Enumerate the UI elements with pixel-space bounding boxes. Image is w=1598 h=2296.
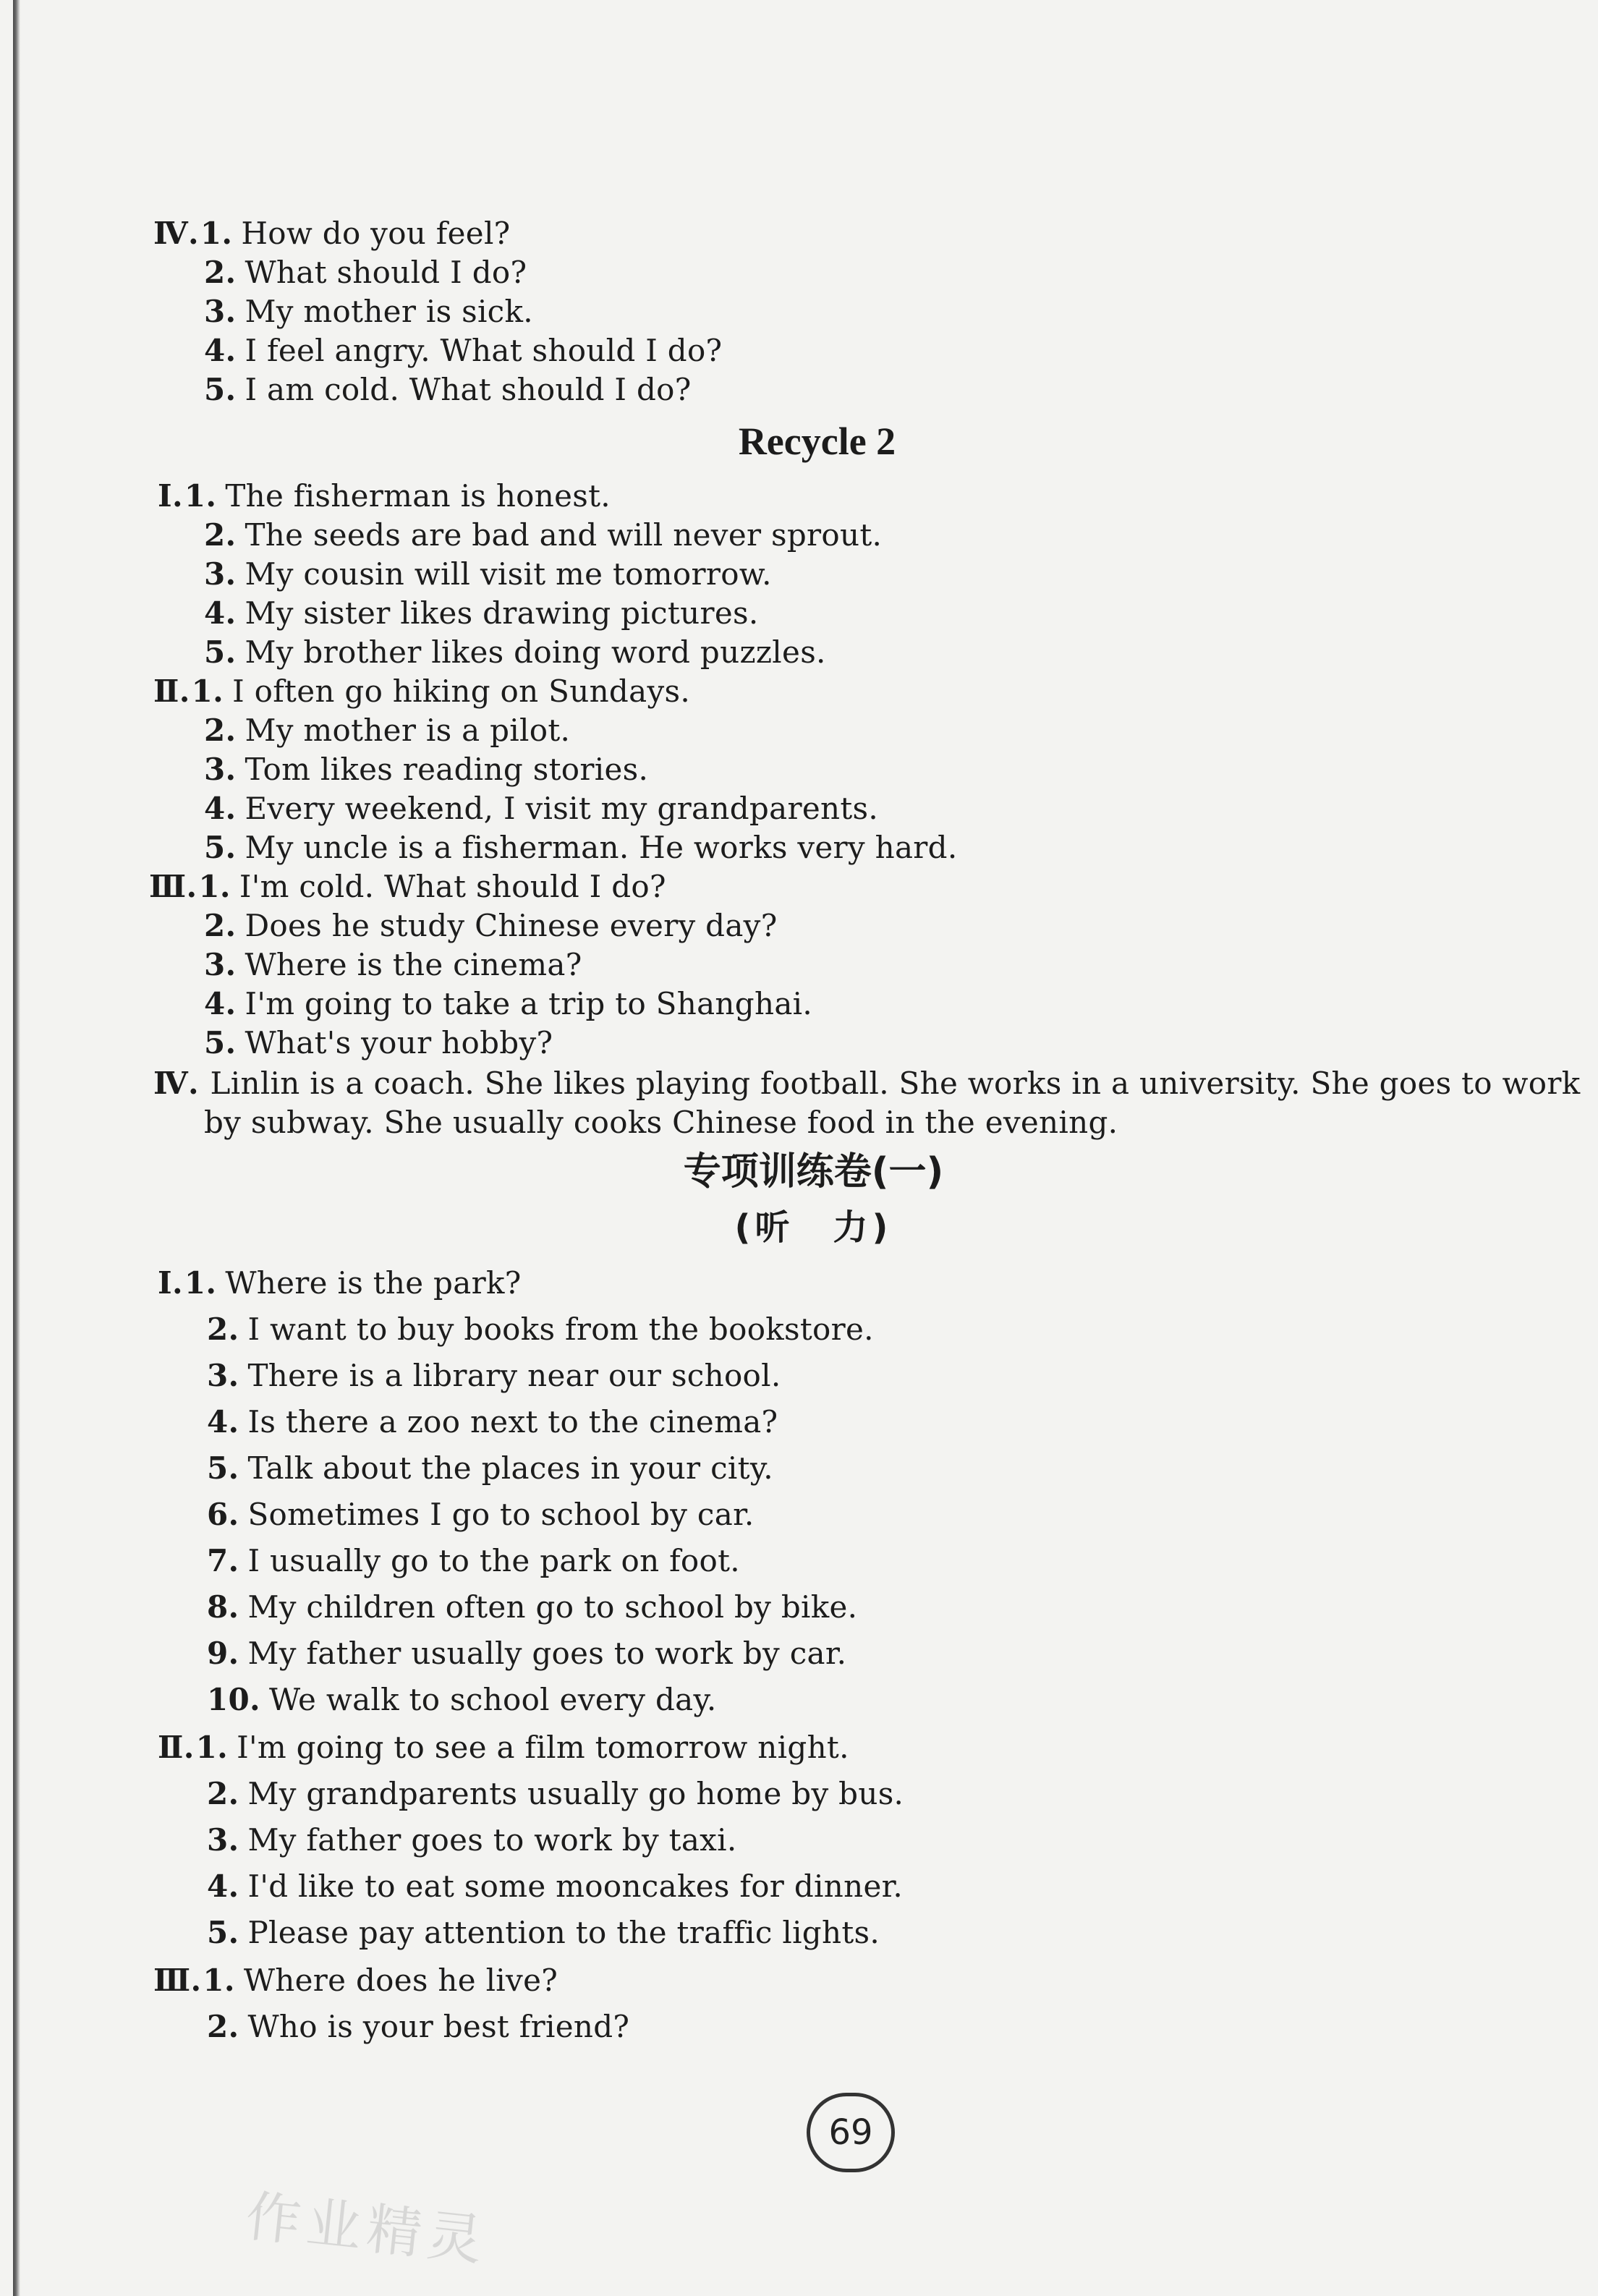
- list-item: [204, 906, 778, 945]
- item-text: Sometimes I go to school by car.: [247, 1497, 755, 1532]
- item-number: 4.: [204, 333, 237, 368]
- section-marker: Ⅲ.: [153, 1963, 202, 1998]
- item-number: 5.: [204, 372, 237, 407]
- item-number: 2.: [207, 1776, 239, 1811]
- paragraph-text: by subway. She usually cooks Chinese food in the evening.: [204, 1105, 1118, 1140]
- item-text: We walk to school every day.: [268, 1682, 717, 1717]
- item-number: 5.: [204, 830, 237, 865]
- list-item: [204, 555, 772, 594]
- section-marker: Ⅰ.: [158, 478, 183, 514]
- list-item: [158, 1728, 849, 1767]
- item-number: 2.: [204, 908, 237, 943]
- item-text: Tom likes reading stories.: [245, 752, 649, 787]
- list-item: [207, 1774, 904, 1814]
- item-number: 3.: [207, 1358, 239, 1393]
- list-item: [207, 1913, 880, 1952]
- item-text: My children often go to school by bike.: [247, 1589, 858, 1625]
- list-item: [207, 1449, 773, 1488]
- item-number: 3.: [204, 294, 237, 329]
- item-text: I want to buy books from the bookstore.: [247, 1311, 874, 1347]
- item-number: 3.: [204, 556, 237, 592]
- list-item: [158, 477, 611, 516]
- item-number: 5.: [207, 1450, 239, 1486]
- item-text: My mother is a pilot.: [245, 713, 571, 748]
- list-item: [204, 292, 533, 331]
- item-text: My father goes to work by taxi.: [247, 1822, 737, 1858]
- list-item: [204, 789, 878, 828]
- item-number: 9.: [207, 1636, 239, 1671]
- watermark: 作业精灵: [242, 2183, 492, 2274]
- list-item: [207, 1588, 857, 1627]
- list-item: [204, 516, 882, 555]
- section-marker: Ⅲ.: [149, 869, 197, 904]
- item-number: 1.: [200, 216, 233, 251]
- item-text: My cousin will visit me tomorrow.: [245, 556, 772, 592]
- section-marker: Ⅱ.: [158, 1730, 195, 1765]
- item-text: I'd like to eat some mooncakes for dinner.: [247, 1868, 904, 1904]
- item-number: 6.: [207, 1497, 239, 1532]
- item-text: My uncle is a fisherman. He works very hard.: [245, 830, 958, 865]
- item-text: Talk about the places in your city.: [247, 1450, 773, 1486]
- section-marker: Ⅰ.: [158, 1265, 183, 1301]
- item-text: There is a library near our school.: [247, 1358, 781, 1393]
- list-item: [204, 633, 826, 672]
- list-item: [207, 1310, 874, 1349]
- item-number: 1.: [191, 673, 224, 709]
- list-item: [153, 214, 511, 253]
- list-item: [204, 331, 722, 370]
- item-number: 5.: [204, 1025, 237, 1060]
- list-item: [204, 711, 570, 750]
- item-text: My father usually goes to work by car.: [247, 1636, 847, 1671]
- list-item: [153, 1961, 558, 2000]
- list-item: [207, 1403, 778, 1442]
- item-number: 3.: [207, 1822, 239, 1858]
- item-text: Where is the cinema?: [245, 947, 582, 982]
- item-text: My grandparents usually go home by bus.: [247, 1776, 904, 1811]
- section-subheading: (听 力): [734, 1207, 893, 1248]
- list-item: [204, 828, 958, 867]
- item-number: 4.: [207, 1404, 239, 1440]
- item-text: Where does he live?: [243, 1963, 558, 1998]
- list-item: [207, 1542, 740, 1581]
- paragraph-text: Linlin is a coach. She likes playing football. She works in a university. She goes to work: [210, 1066, 1581, 1101]
- item-number: 3.: [204, 752, 237, 787]
- item-number: 1.: [198, 869, 231, 904]
- item-number: 4.: [204, 986, 237, 1021]
- list-item: [204, 1024, 553, 1063]
- item-text: What should I do?: [245, 255, 527, 290]
- item-number: 2.: [207, 1311, 239, 1347]
- section-marker: Ⅱ.: [153, 673, 190, 709]
- item-text: I'm going to take a trip to Shanghai.: [245, 986, 813, 1021]
- item-number: 2.: [204, 517, 237, 553]
- item-number: 5.: [207, 1915, 239, 1950]
- list-item: [204, 985, 812, 1024]
- list-item: [207, 1356, 781, 1395]
- list-item: [207, 1680, 717, 1719]
- paragraph-line: [204, 1103, 1118, 1142]
- section-heading-recycle: Recycle 2: [738, 420, 896, 463]
- item-text: I usually go to the park on foot.: [247, 1543, 740, 1578]
- item-text: Does he study Chinese every day?: [245, 908, 778, 943]
- item-number: 10.: [207, 1682, 260, 1717]
- item-text: Is there a zoo next to the cinema?: [247, 1404, 778, 1440]
- list-item: [204, 253, 527, 292]
- item-number: 2.: [204, 713, 237, 748]
- item-number: 1.: [184, 1265, 217, 1301]
- item-text: I feel angry. What should I do?: [245, 333, 723, 368]
- list-item: [153, 672, 690, 711]
- list-item: [207, 1495, 755, 1534]
- item-number: 1.: [195, 1730, 229, 1765]
- item-number: 2.: [207, 2009, 239, 2044]
- item-text: My mother is sick.: [245, 294, 533, 329]
- list-item: [149, 867, 666, 906]
- item-text: The seeds are bad and will never sprout.: [245, 517, 883, 553]
- list-item: [158, 1264, 522, 1303]
- item-number: 5.: [204, 634, 237, 670]
- section-marker: Ⅳ.: [153, 1066, 199, 1101]
- list-item: [204, 594, 759, 633]
- item-text: The fisherman is honest.: [225, 478, 611, 514]
- item-text: My brother likes doing word puzzles.: [245, 634, 826, 670]
- item-text: How do you feel?: [241, 216, 511, 251]
- item-number: 8.: [207, 1589, 239, 1625]
- list-item: [204, 750, 648, 789]
- list-item: [207, 1821, 737, 1860]
- item-text: What's your hobby?: [245, 1025, 553, 1060]
- page-number: 69: [807, 2093, 895, 2172]
- item-text: I'm cold. What should I do?: [239, 869, 666, 904]
- item-number: 4.: [204, 595, 237, 631]
- item-text: I am cold. What should I do?: [245, 372, 692, 407]
- item-text: I often go hiking on Sundays.: [232, 673, 690, 709]
- item-text: Who is your best friend?: [247, 2009, 630, 2044]
- list-item: [207, 1634, 846, 1673]
- item-text: I'm going to see a film tomorrow night.: [237, 1730, 849, 1765]
- item-text: My sister likes drawing pictures.: [245, 595, 759, 631]
- list-item: [204, 945, 582, 985]
- item-number: 4.: [204, 791, 237, 826]
- item-number: 7.: [207, 1543, 239, 1578]
- item-text: Where is the park?: [225, 1265, 522, 1301]
- list-item: [204, 370, 692, 409]
- item-number: 4.: [207, 1868, 239, 1904]
- item-text: Every weekend, I visit my grandparents.: [245, 791, 879, 826]
- item-number: 1.: [203, 1963, 235, 1998]
- list-item: [207, 1867, 903, 1906]
- item-number: 3.: [204, 947, 237, 982]
- item-text: Please pay attention to the traffic lights.: [247, 1915, 880, 1950]
- item-number: 1.: [184, 478, 217, 514]
- section-marker: Ⅳ.: [153, 216, 199, 251]
- paragraph-line: [153, 1064, 1581, 1103]
- section-heading-special: 专项训练卷(一): [683, 1150, 944, 1194]
- item-number: 2.: [204, 255, 237, 290]
- list-item: [207, 2007, 629, 2046]
